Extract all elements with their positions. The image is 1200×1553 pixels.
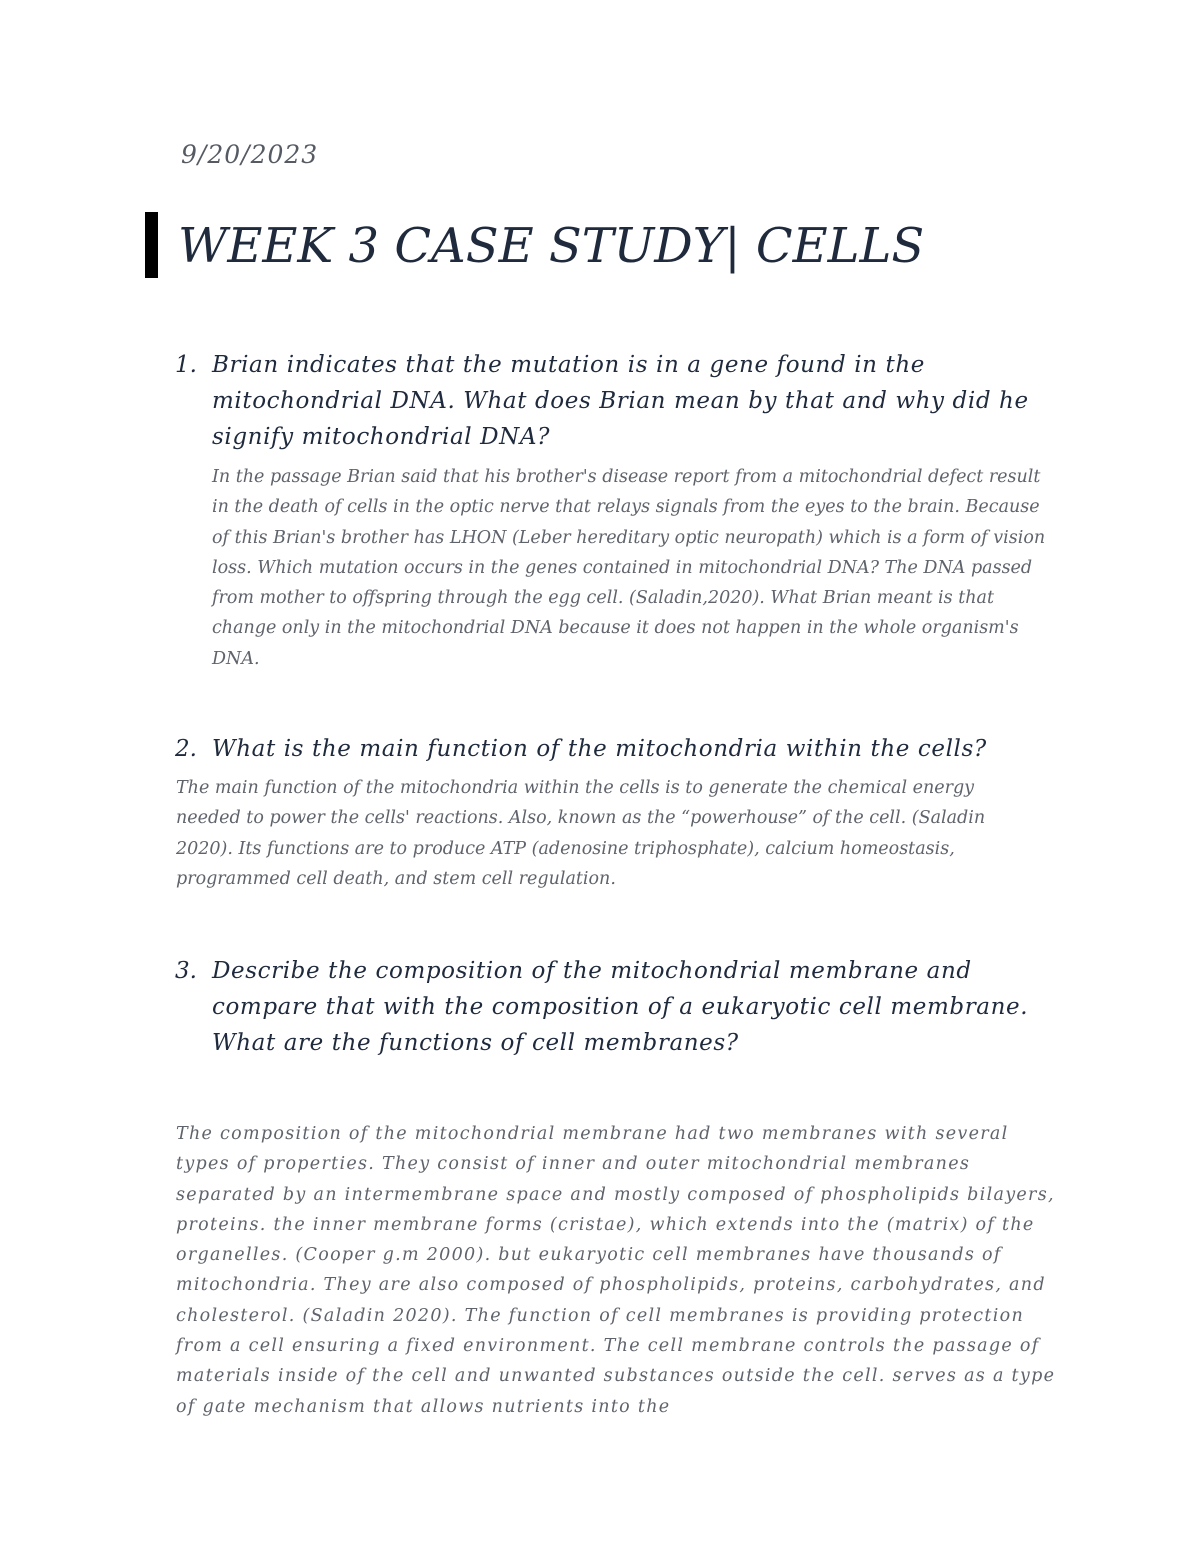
question-number: 3.	[175, 958, 197, 984]
question-number: 1.	[175, 352, 197, 378]
page-title: WEEK 3 CASE STUDY| CELLS	[178, 218, 925, 274]
document-date: 9/20/2023	[181, 140, 319, 169]
question-1	[175, 347, 1055, 455]
answer-1: In the passage Brian said that his brother's disease report from a mitochondrial defect result in the death of cells in the optic nerve that relays signals from the eyes to the brain. Because of this Brian's brother has LHON (Leber hereditary optic neuropath) which is a form of vision loss. Which mutation occurs in the genes contained in mitochondrial DNA? The DNA passed from mother to offspring through the egg cell. (Saladin,2020). What Brian meant is that change only in the mitochondrial DNA because it does not happen in the whole organism's DNA.	[212, 467, 1046, 669]
question-text: Brian indicates that the mutation is in a gene found in the mitochondrial DNA. What does Brian mean by that and why did he signify mitochondrial DNA?	[212, 352, 1029, 450]
question-2	[175, 731, 1135, 767]
answer-2: The main function of the mitochondria within the cells is to generate the chemical energy needed to power the cells' reactions. Also, known as the “powerhouse” of the cell. (Saladin 2020). Its functions are to produce ATP (adenosine triphosphate), calcium homeostasis, programmed cell death, and stem cell regulation.	[176, 778, 986, 889]
question-text: Describe the composition of the mitochondrial membrane and compare that with the composition of a eukaryotic cell membrane. What are the functions of cell membranes?	[212, 958, 1029, 1056]
title-accent-bar	[145, 212, 158, 278]
answer-3: The composition of the mitochondrial membrane had two membranes with several types of properties. They consist of inner and outer mitochondrial membranes separated by an intermembrane space and mostly composed of phospholipids bilayers, proteins. the inner membrane forms (cristae), which extends into the (matrix) of the organelles. (Cooper g.m 2000). but eukaryotic cell membranes have thousands of mitochondria. They are also composed of phospholipids, proteins, carbohydrates, and cholesterol. (Saladin 2020). The function of cell membranes is providing protection from a cell ensuring a fixed environment. The cell membrane controls the passage of materials inside of the cell and unwanted substances outside the cell. serves as a type of gate mechanism that allows nutrients into the	[176, 1124, 1056, 1417]
question-text: What is the main function of the mitochondria within the cells?	[212, 736, 987, 762]
question-3	[175, 953, 1055, 1061]
question-number: 2.	[175, 736, 197, 762]
